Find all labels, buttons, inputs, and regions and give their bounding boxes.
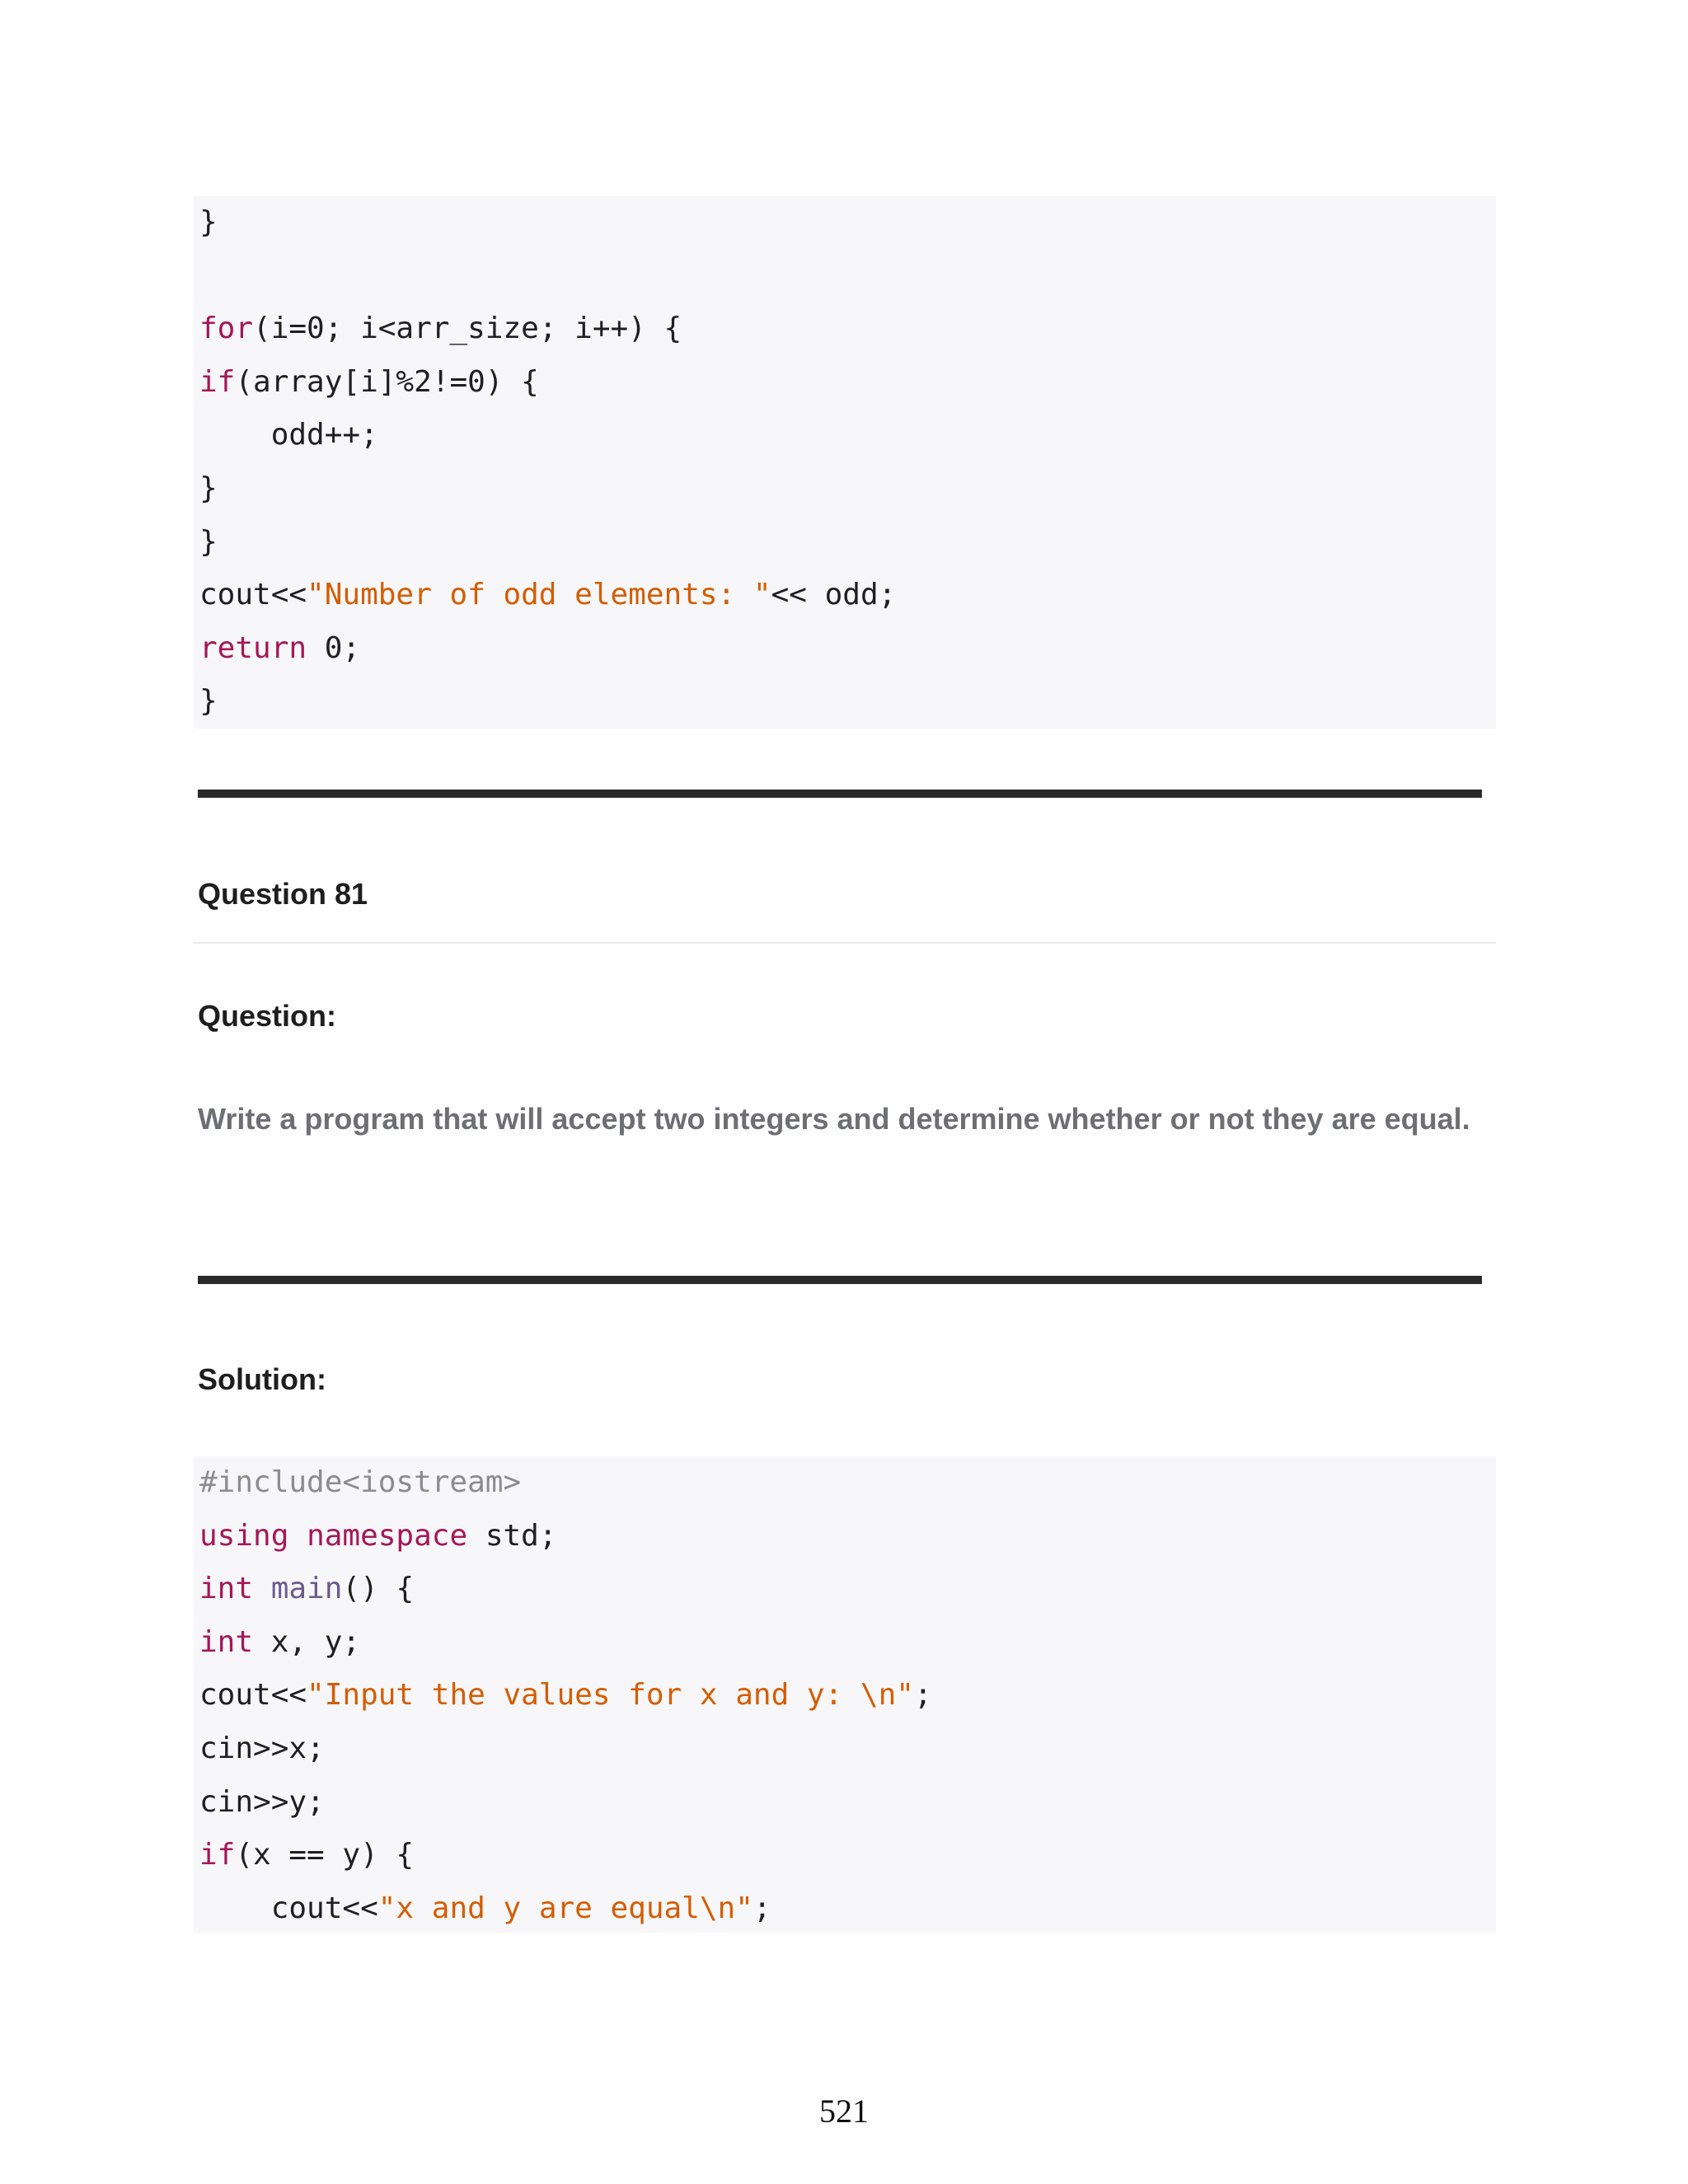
solution-label: Solution: xyxy=(198,1362,326,1396)
code-line: cin>>x; xyxy=(199,1731,325,1765)
code-line: for(i=0; i<arr_size; i++) { xyxy=(199,312,682,346)
code-line: using namespace std; xyxy=(199,1518,557,1553)
code-line: cout<<"Input the values for x and y: \n"; xyxy=(199,1678,932,1713)
code-line: if(x == y) { xyxy=(199,1838,415,1872)
code-line: cin>>y; xyxy=(199,1784,325,1819)
code-line: return 0; xyxy=(199,630,361,665)
code-block-odd-count xyxy=(194,196,1496,729)
section-divider xyxy=(198,1276,1482,1284)
code-line: odd++; xyxy=(199,418,378,452)
code-line: cout<<"x and y are equal\n"; xyxy=(199,1891,771,1925)
question-text: Write a program that will accept two integers and determine whether or not they are equal. xyxy=(198,1102,1470,1136)
page-number: 521 xyxy=(819,2093,869,2130)
code-line: } xyxy=(199,524,218,559)
heading-underline xyxy=(194,942,1496,944)
code-line: if(array[i]%2!=0) { xyxy=(199,364,539,399)
code-line: } xyxy=(199,205,218,239)
question-label: Question: xyxy=(198,999,336,1033)
section-divider xyxy=(198,790,1482,798)
code-line: int x, y; xyxy=(199,1624,361,1659)
question-number-heading: Question 81 xyxy=(198,877,368,911)
code-line: } xyxy=(199,684,218,719)
code-line-blank xyxy=(199,250,1496,303)
code-line: } xyxy=(199,471,218,505)
code-block-solution xyxy=(194,1456,1496,1933)
code-line: #include<iostream> xyxy=(199,1465,522,1499)
code-line: cout<<"Number of odd elements: "<< odd; xyxy=(199,578,897,612)
code-line: int main() { xyxy=(199,1572,415,1606)
